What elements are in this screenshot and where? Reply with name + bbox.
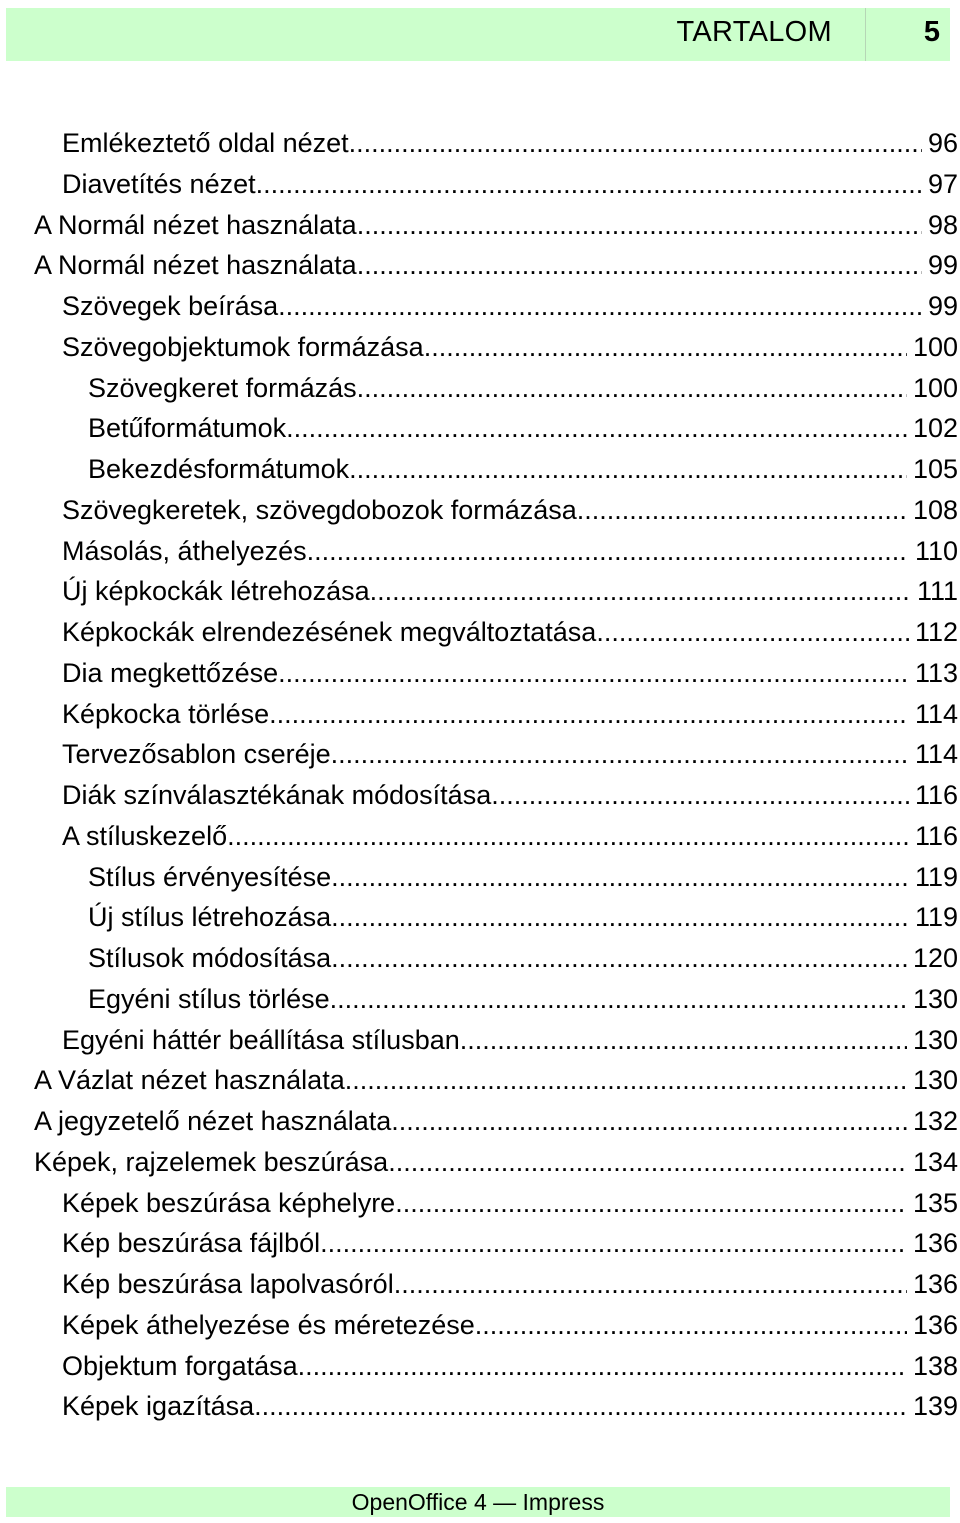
toc-dot-leader xyxy=(357,368,907,409)
toc-entry-label: Képek, rajzelemek beszúrása xyxy=(34,1146,389,1177)
toc-entry[interactable] xyxy=(0,734,960,775)
toc-entry-row xyxy=(62,327,958,368)
toc-entry-row xyxy=(88,897,958,938)
toc-entry-page: 130 xyxy=(912,1065,958,1096)
toc-entry-row xyxy=(34,1060,958,1101)
toc-dot-leader xyxy=(278,286,922,327)
toc-entry-row xyxy=(62,164,958,205)
toc-entry-label: Képek áthelyezése és méretezése xyxy=(62,1309,475,1340)
toc-entry-label: Diák színválasztékának módosítása xyxy=(62,780,492,810)
toc-entry-page: 99 xyxy=(927,250,958,281)
toc-entry-row xyxy=(62,1386,958,1427)
toc-entry-page: 102 xyxy=(912,413,958,444)
toc-entry-label: Bekezdésformátumok xyxy=(88,454,350,484)
toc-entry[interactable] xyxy=(0,938,960,979)
toc-entry[interactable] xyxy=(0,897,960,938)
toc-entry[interactable] xyxy=(0,1142,960,1183)
toc-entry[interactable] xyxy=(0,1223,960,1264)
toc-entry-row xyxy=(62,1223,958,1264)
toc-entry[interactable] xyxy=(0,816,960,857)
toc-entry-row xyxy=(62,612,958,653)
toc-entry-row xyxy=(34,205,958,246)
toc-entry-label: Szövegkeretek, szövegdobozok formázása xyxy=(62,494,577,525)
page-header xyxy=(6,8,950,61)
toc-entry-label: Kép beszúrása fájlból xyxy=(62,1228,321,1259)
toc-entry-row xyxy=(88,449,958,490)
toc-entry-label: Kép beszúrása lapolvasóról xyxy=(62,1269,394,1299)
toc-entry[interactable] xyxy=(0,1183,960,1224)
toc-entry-page: 105 xyxy=(912,454,958,484)
toc-entry-page: 111 xyxy=(916,576,958,607)
toc-entry-page: 110 xyxy=(914,535,958,566)
toc-entry-row xyxy=(34,1101,958,1142)
toc-entry-row xyxy=(88,368,958,409)
toc-entry-label: A Normál nézet használata xyxy=(34,250,357,281)
toc-dot-leader xyxy=(256,164,922,205)
toc-entry-label: Egyéni stílus törlése xyxy=(88,983,330,1014)
toc-dot-leader xyxy=(357,205,922,246)
toc-entry[interactable] xyxy=(0,653,960,694)
toc-entry-page: 108 xyxy=(912,494,958,525)
toc-entry[interactable] xyxy=(0,612,960,653)
toc-entry-row xyxy=(62,734,958,775)
toc-dot-leader xyxy=(391,1101,907,1142)
toc-entry-page: 120 xyxy=(912,943,958,973)
toc-dot-leader xyxy=(394,1264,907,1305)
toc-entry[interactable] xyxy=(0,245,960,286)
toc-entry[interactable] xyxy=(0,1346,960,1387)
toc-dot-leader xyxy=(370,571,911,612)
toc-entry-page: 136 xyxy=(912,1309,958,1340)
toc-dot-leader xyxy=(269,694,909,735)
toc-dot-leader xyxy=(227,816,909,857)
toc-entry[interactable] xyxy=(0,979,960,1020)
toc-entry[interactable] xyxy=(0,1101,960,1142)
toc-entry-label: Objektum forgatása xyxy=(62,1350,298,1381)
toc-dot-leader xyxy=(331,938,907,979)
toc-entry-page: 136 xyxy=(912,1228,958,1259)
toc-entry-page: 100 xyxy=(912,331,958,362)
toc-entry-row xyxy=(34,1142,958,1183)
toc-dot-leader xyxy=(298,1346,907,1387)
toc-entry-page: 130 xyxy=(912,1024,958,1055)
toc-entry[interactable] xyxy=(0,205,960,246)
toc-entry[interactable] xyxy=(0,449,960,490)
toc-entry-label: Képek beszúrása képhelyre xyxy=(62,1187,396,1218)
toc-entry-page: 116 xyxy=(914,820,958,851)
toc-dot-leader xyxy=(331,897,909,938)
toc-entry-label: A Vázlat nézet használata xyxy=(34,1065,345,1096)
toc-entry-label: Dia megkettőzése xyxy=(62,657,279,688)
toc-entry-row xyxy=(62,775,958,816)
toc-entry[interactable] xyxy=(0,164,960,205)
toc-entry-row xyxy=(62,1183,958,1224)
toc-entry[interactable] xyxy=(0,571,960,612)
toc-dot-leader xyxy=(345,1060,907,1101)
toc-entry-label: Szövegkeret formázás xyxy=(88,372,357,403)
toc-entry-row xyxy=(62,286,958,327)
toc-entry[interactable] xyxy=(0,1386,960,1427)
toc-dot-leader xyxy=(395,1183,907,1224)
toc-entry-page: 113 xyxy=(914,657,958,688)
toc-entry-page: 114 xyxy=(914,739,958,770)
toc-entry[interactable] xyxy=(0,531,960,572)
toc-entry-label: A Normál nézet használata xyxy=(34,209,357,240)
toc-entry-label: Betűformátumok xyxy=(88,413,287,444)
toc-entry[interactable] xyxy=(0,775,960,816)
toc-entry-row xyxy=(62,531,958,572)
toc-entry-label: Stílusok módosítása xyxy=(88,943,332,973)
toc-entry-page: 119 xyxy=(914,861,958,892)
toc-entry-row xyxy=(88,938,958,979)
toc-entry-page: 132 xyxy=(912,1106,958,1136)
toc-entry[interactable] xyxy=(0,1264,960,1305)
toc-entry-row xyxy=(34,245,958,286)
toc-entry-page: 138 xyxy=(912,1350,958,1381)
toc-dot-leader xyxy=(278,653,909,694)
toc-entry-row xyxy=(62,123,958,164)
toc-entry-row xyxy=(62,1305,958,1346)
toc-entry-page: 96 xyxy=(927,128,958,158)
toc-entry-page: 112 xyxy=(914,617,958,647)
toc-entry[interactable] xyxy=(0,408,960,449)
toc-entry-row xyxy=(62,490,958,531)
toc-entry-page: 119 xyxy=(914,902,958,933)
toc-entry-row xyxy=(88,979,958,1020)
toc-dot-leader xyxy=(349,123,922,164)
toc-dot-leader xyxy=(331,857,909,898)
toc-entry-label: Másolás, áthelyezés xyxy=(62,535,307,566)
toc-entry-page: 116 xyxy=(914,780,958,810)
toc-entry[interactable] xyxy=(0,694,960,735)
toc-entry[interactable] xyxy=(0,286,960,327)
toc-entry-row xyxy=(62,653,958,694)
toc-entry-page: 99 xyxy=(927,291,958,321)
toc-entry-label: Tervezősablon cseréje xyxy=(62,739,331,770)
toc-dot-leader xyxy=(349,449,907,490)
toc-entry-page: 136 xyxy=(912,1269,958,1299)
toc-entry-label: Új stílus létrehozása xyxy=(88,902,332,933)
toc-entry-page: 100 xyxy=(912,372,958,403)
header-divider xyxy=(865,8,866,61)
toc-entry-label: Emlékeztető oldal nézet xyxy=(62,128,349,158)
toc-dot-leader xyxy=(424,327,907,368)
table-of-contents xyxy=(0,123,960,1427)
toc-dot-leader xyxy=(491,775,909,816)
toc-entry[interactable] xyxy=(0,1305,960,1346)
toc-entry-page: 97 xyxy=(927,168,958,199)
toc-dot-leader xyxy=(460,1020,907,1061)
toc-entry-label: Szövegobjektumok formázása xyxy=(62,331,424,362)
toc-dot-leader xyxy=(577,490,907,531)
toc-entry-row xyxy=(88,408,958,449)
toc-entry-page: 114 xyxy=(914,698,958,729)
toc-dot-leader xyxy=(307,531,909,572)
toc-entry[interactable] xyxy=(0,490,960,531)
toc-entry-row xyxy=(62,1020,958,1061)
toc-entry-row xyxy=(62,694,958,735)
toc-entry[interactable] xyxy=(0,123,960,164)
toc-dot-leader xyxy=(357,245,922,286)
toc-entry-label: A jegyzetelő nézet használata xyxy=(34,1106,392,1136)
toc-entry[interactable] xyxy=(0,368,960,409)
toc-dot-leader xyxy=(286,408,907,449)
toc-entry-row xyxy=(62,1346,958,1387)
toc-entry-label: Képkocka törlése xyxy=(62,698,270,729)
toc-entry[interactable] xyxy=(0,1060,960,1101)
toc-entry-row xyxy=(62,1264,958,1305)
toc-dot-leader xyxy=(388,1142,907,1183)
header-page-number: 5 xyxy=(923,16,940,48)
header-title: TARTALOM xyxy=(676,16,832,48)
toc-entry-page: 139 xyxy=(912,1391,958,1422)
toc-entry-label: Képek igazítása xyxy=(62,1391,255,1422)
toc-entry-row xyxy=(62,816,958,857)
toc-entry-label: Egyéni háttér beállítása stílusban xyxy=(62,1024,460,1055)
toc-dot-leader xyxy=(475,1305,907,1346)
toc-entry-label: Stílus érvényesítése xyxy=(88,861,332,892)
toc-entry-label: Új képkockák létrehozása xyxy=(62,576,370,607)
toc-entry-page: 98 xyxy=(927,209,958,240)
page-footer: OpenOffice 4 — Impress xyxy=(6,1487,950,1517)
toc-dot-leader xyxy=(254,1386,907,1427)
toc-entry[interactable] xyxy=(0,327,960,368)
toc-dot-leader xyxy=(331,734,909,775)
toc-entry-label: Szövegek beírása xyxy=(62,291,279,321)
toc-entry-row xyxy=(88,857,958,898)
toc-entry-label: A stíluskezelő xyxy=(62,820,228,851)
toc-entry[interactable] xyxy=(0,1020,960,1061)
toc-entry-page: 130 xyxy=(912,983,958,1014)
toc-entry-row xyxy=(62,571,958,612)
toc-entry-label: Képkockák elrendezésének megváltoztatása xyxy=(62,617,597,647)
toc-entry[interactable] xyxy=(0,857,960,898)
toc-entry-page: 134 xyxy=(912,1146,958,1177)
toc-entry-page: 135 xyxy=(912,1187,958,1218)
toc-dot-leader xyxy=(320,1223,907,1264)
toc-entry-label: Diavetítés nézet xyxy=(62,168,256,199)
toc-dot-leader xyxy=(596,612,909,653)
toc-dot-leader xyxy=(330,979,907,1020)
